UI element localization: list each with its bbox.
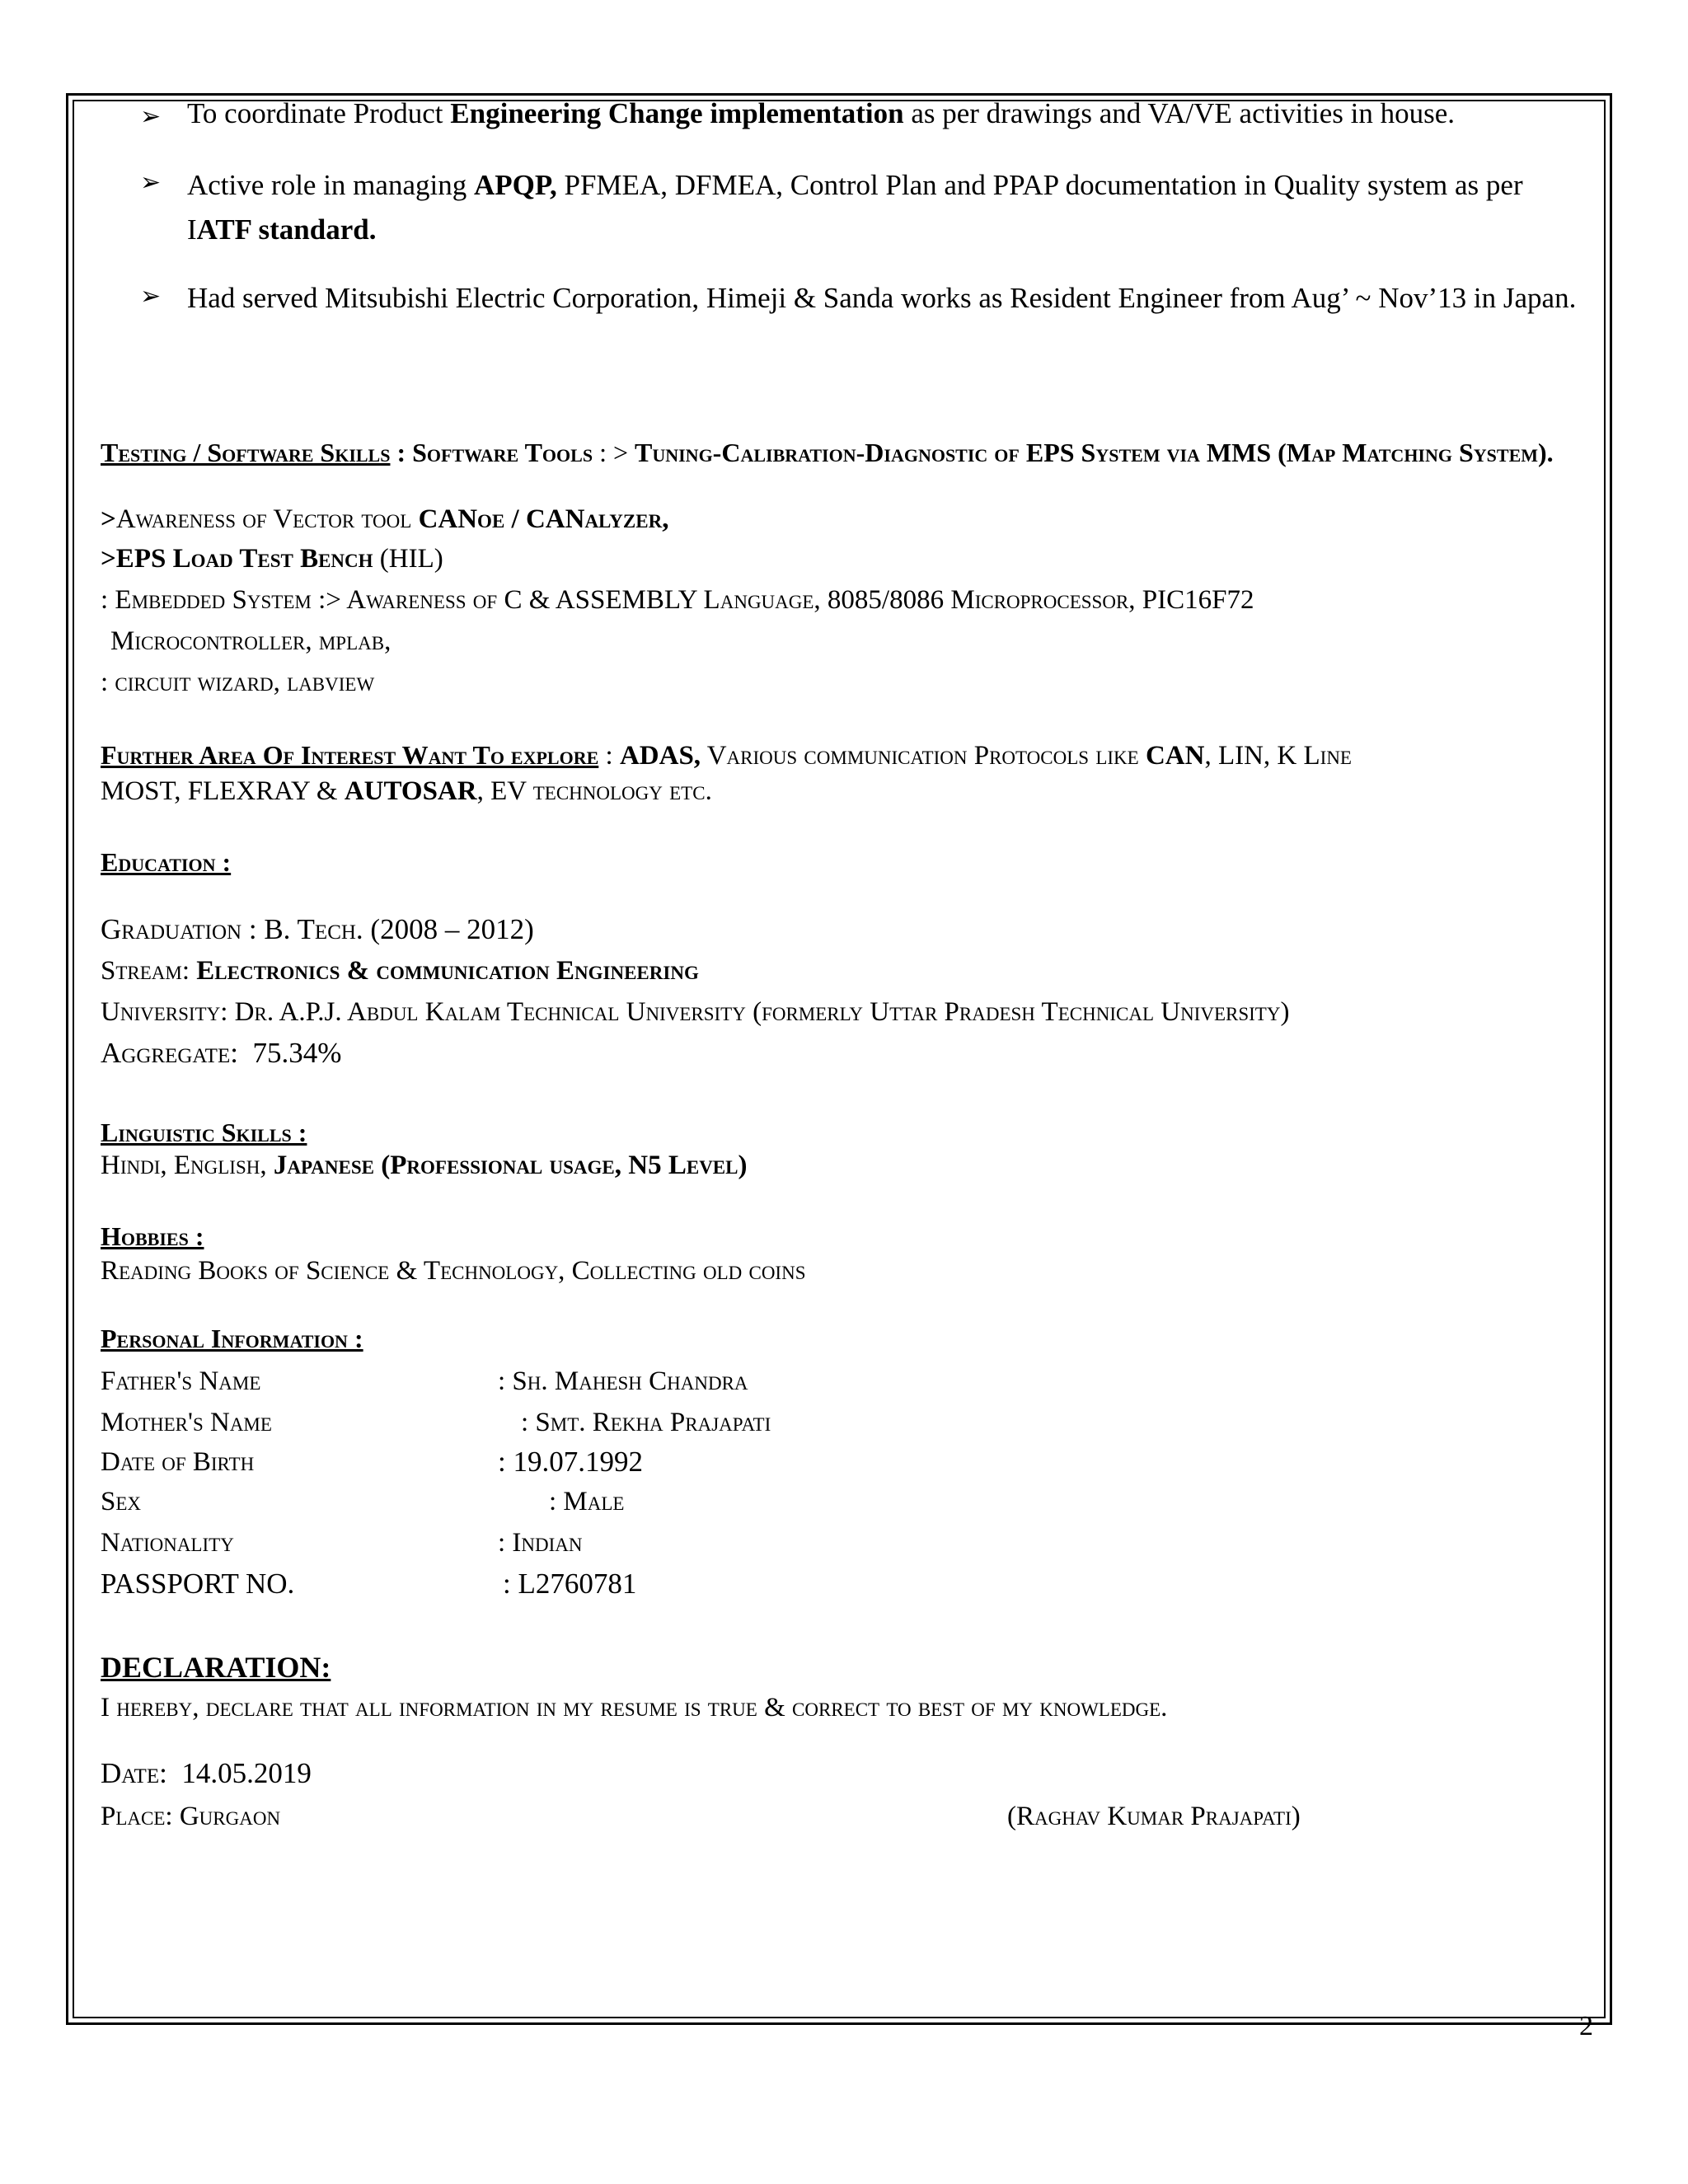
declaration-heading: DECLARATION: <box>101 1651 331 1684</box>
personal-info-heading: Personal Information : <box>101 1324 363 1353</box>
signature-name: (Raghav Kumar Prajapati) <box>1007 1802 1301 1831</box>
personal-value-nationality: : Indian <box>498 1528 583 1558</box>
personal-value-dob: : 19.07.1992 <box>498 1446 643 1478</box>
education-stream: Stream: Electronics & communication Engineering <box>101 956 699 986</box>
arrow-bullet-icon: ➢ <box>140 168 162 197</box>
education-university: University: Dr. A.P.J. Abdul Kalam Technical University (formerly Uttar Pradesh Technical University) <box>101 997 1290 1027</box>
arrow-bullet-icon: ➢ <box>140 282 162 311</box>
testing-skills-heading: Testing / Software Skills <box>101 438 391 467</box>
interest-line1: Further Area Of Interest Want To explore : ADAS, Various communication Protocols like CAN, LIN, K Line <box>101 740 1352 771</box>
hobbies-heading: Hobbies : <box>101 1221 204 1251</box>
linguistic-text: Hindi, English, Japanese (Professional usage, N5 Level) <box>101 1151 748 1180</box>
personal-value-passport: : L2760781 <box>503 1568 637 1600</box>
testing-skills-line5: Microcontroller, mplab, <box>110 626 392 656</box>
testing-skills-line2: >Awareness of Vector tool CANoe / CANalyzer, <box>101 504 669 534</box>
hobbies-text: Reading Books of Science & Technology, Collecting old coins <box>101 1256 806 1286</box>
personal-value-sex: : Male <box>549 1487 625 1516</box>
personal-label-nationality: Nationality <box>101 1528 234 1558</box>
bullet-mitsubishi: ➢ Had served Mitsubishi Electric Corporation, Himeji & Sanda works as Resident Engineer from Aug’ ~ Nov’13 in Japan. <box>140 282 1577 314</box>
testing-skills-line1: Testing / Software Skills : Software Tools : > Tuning-Calibration-Diagnostic of EPS System via MMS (Map Matching System). <box>101 438 1554 467</box>
education-aggregate: Aggregate: 75.34% <box>101 1037 342 1069</box>
personal-label-sex: Sex <box>101 1487 142 1516</box>
interest-line2: MOST, FLEXRAY & AUTOSAR, EV technology etc. <box>101 776 712 806</box>
education-heading: Education : <box>101 847 232 877</box>
personal-value-mother: : Smt. Rekha Prajapati <box>521 1408 771 1437</box>
declaration-place: Place: Gurgaon <box>101 1802 281 1831</box>
personal-label-passport: PASSPORT NO. <box>101 1568 295 1600</box>
personal-label-mother: Mother's Name <box>101 1408 272 1437</box>
personal-value-father: : Sh. Mahesh Chandra <box>498 1366 748 1396</box>
testing-skills-line3: >EPS Load Test Bench (HIL) <box>101 544 443 574</box>
arrow-bullet-icon: ➢ <box>140 102 162 131</box>
education-graduation: Graduation : B. Tech. (2008 – 2012) <box>101 913 534 945</box>
bullet-apqp: ➢ Active role in managing APQP, PFMEA, DFMEA, Control Plan and PPAP documentation in Quality system as per IATF standard. <box>140 168 1523 246</box>
page-number: 2 <box>1579 2011 1593 2041</box>
declaration-date: Date: 14.05.2019 <box>101 1757 312 1789</box>
interest-heading: Further Area Of Interest Want To explore <box>101 740 599 770</box>
personal-label-father: Father's Name <box>101 1366 261 1396</box>
testing-skills-line4: : Embedded System :> Awareness of C & ASSEMBLY Language, 8085/8086 Microprocessor, PIC16F72 <box>101 585 1254 615</box>
personal-label-dob: Date of Birth <box>101 1447 255 1477</box>
declaration-text: I hereby, declare that all information in my resume is true & correct to best of my knowledge. <box>101 1693 1168 1722</box>
testing-skills-line6: : circuit wizard, labview <box>101 668 375 697</box>
linguistic-heading: Linguistic Skills : <box>101 1118 307 1147</box>
